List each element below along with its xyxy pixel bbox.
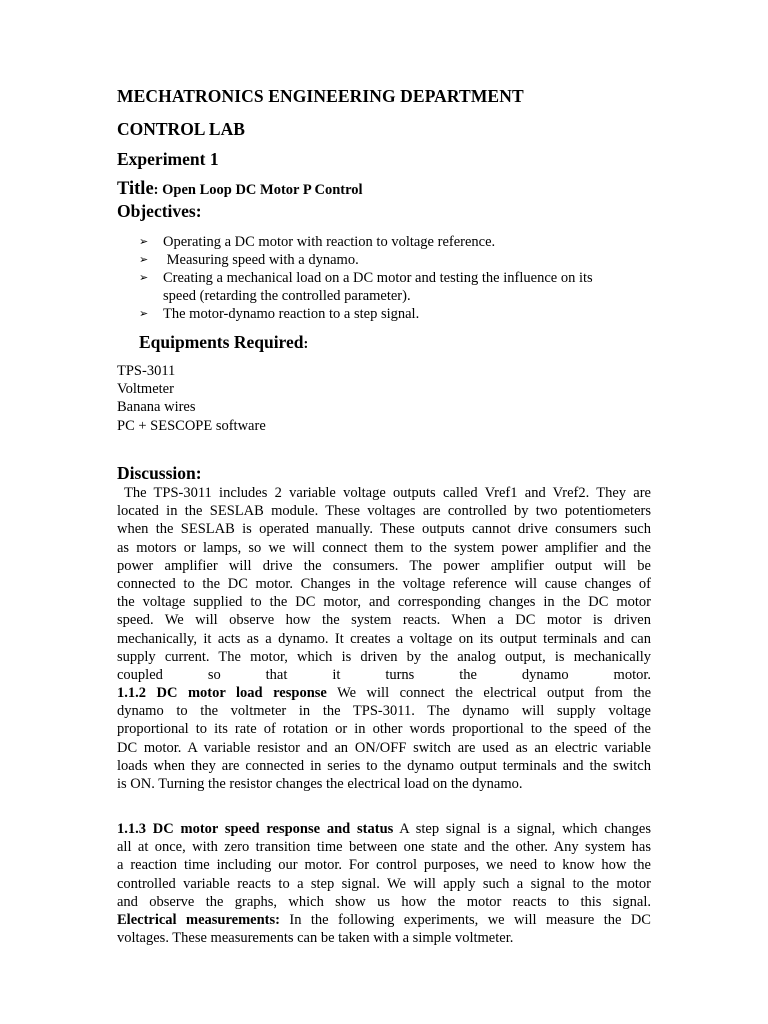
text-line: supply current. The motor, which is driven by the analog output, is mechanically xyxy=(117,648,651,665)
list-item: TPS-3011 xyxy=(117,363,176,379)
list-item: Banana wires xyxy=(117,399,196,416)
objectives-heading: Objectives: xyxy=(117,201,202,221)
text-line: loads when they are connected in series to the dynamo output terminals and the switch xyxy=(117,757,651,774)
list-item: PC + SESCOPE software xyxy=(117,417,266,434)
text-line: speed. We will observe how the system reacts. When a DC motor is driven xyxy=(117,612,651,629)
text-line: The TPS-3011 includes 2 variable voltage outputs called Vref1 and Vref2. They are xyxy=(117,485,651,501)
list-item-text: Measuring speed with a dynamo. xyxy=(163,252,359,268)
lab-heading: CONTROL LAB xyxy=(117,119,245,139)
text-line: proportional to its rate of rotation or in other words proportional to the speed of the xyxy=(117,721,651,738)
text-line xyxy=(117,684,651,702)
text-line: the voltage supplied to the DC motor, and corresponding changes in the DC motor xyxy=(117,594,651,611)
section-113-paragraph xyxy=(117,820,651,947)
text-line xyxy=(117,820,651,838)
discussion-heading: Discussion: xyxy=(117,463,202,483)
experiment-heading: Experiment 1 xyxy=(117,149,219,169)
equipment-heading xyxy=(139,332,308,353)
text-line xyxy=(117,911,651,929)
section-113-title: 1.1.3 DC motor speed response and status xyxy=(117,821,394,837)
list-item xyxy=(139,269,639,305)
equipment-heading-colon: : xyxy=(303,336,309,352)
arrow-bullet-icon: ➢ xyxy=(139,235,149,248)
text-line: located in the SESLAB module. These voltages are controlled by two potentiometers xyxy=(117,503,651,520)
arrow-bullet-icon: ➢ xyxy=(139,307,149,320)
text-line: power amplifier will drive the consumers. The power amplifier output will be xyxy=(117,557,651,574)
list-item xyxy=(139,233,639,251)
electrical-measurements-text: In the following experiments, we will measure the DC xyxy=(279,911,651,928)
text-line: voltages. These measurements can be taken with a simple voltmeter. xyxy=(117,930,514,947)
list-item-text-cont: speed (retarding the controlled parameter). xyxy=(163,288,411,304)
text-line: as motors or lamps, so we will connect them to the system power amplifier and the xyxy=(117,539,651,556)
section-112-text: We will connect the electrical output from the xyxy=(326,685,651,702)
list-item: Voltmeter xyxy=(117,381,174,398)
title-label: Title xyxy=(117,179,154,199)
text-line: dynamo to the voltmeter in the TPS-3011. The dynamo will supply voltage xyxy=(117,703,651,720)
electrical-measurements-title: Electrical measurements: xyxy=(117,911,280,928)
text-line: a reaction time including our motor. For control purposes, we need to know how the xyxy=(117,857,651,874)
title-value: : Open Loop DC Motor P Control xyxy=(153,182,363,198)
arrow-bullet-icon: ➢ xyxy=(139,253,149,266)
text-line: and observe the graphs, which show us how the motor reacts to this signal. xyxy=(117,893,651,910)
title-line xyxy=(117,179,363,200)
list-item xyxy=(139,251,639,269)
text-line: controlled variable reacts to a step signal. We will apply such a signal to the motor xyxy=(117,875,651,892)
text-line: is ON. Turning the resistor changes the electrical load on the dynamo. xyxy=(117,776,523,792)
section-112-title: 1.1.2 DC motor load response xyxy=(117,685,327,702)
text-line: all at once, with zero transition time between one state and the other. Any system has xyxy=(117,839,651,856)
department-heading: MECHATRONICS ENGINEERING DEPARTMENT xyxy=(117,86,524,106)
text-line: DC motor. A variable resistor and an ON/OFF switch are used as an electric variable xyxy=(117,739,651,756)
text-line: mechanically, it acts as a dynamo. It creates a voltage on its output terminals and can xyxy=(117,630,651,647)
discussion-paragraph xyxy=(117,484,651,793)
list-item-text: Operating a DC motor with reaction to voltage reference. xyxy=(163,234,496,250)
equipment-heading-text: Equipments Required xyxy=(139,332,304,352)
text-line: coupled so that it turns the dynamo motor. xyxy=(117,666,651,683)
list-item-text: The motor-dynamo reaction to a step signal. xyxy=(163,306,420,322)
text-line: connected to the DC motor. Changes in the voltage reference will cause changes of xyxy=(117,575,651,592)
list-item-text: Creating a mechanical load on a DC motor and testing the influence on its xyxy=(163,270,593,286)
equipment-list xyxy=(117,362,266,435)
text-line: when the SESLAB is operated manually. These outputs cannot drive consumers such xyxy=(117,521,651,538)
list-item xyxy=(139,305,639,323)
objectives-list xyxy=(139,233,639,323)
arrow-bullet-icon: ➢ xyxy=(139,271,149,284)
section-113-text: A step signal is a signal, which changes xyxy=(393,821,651,837)
